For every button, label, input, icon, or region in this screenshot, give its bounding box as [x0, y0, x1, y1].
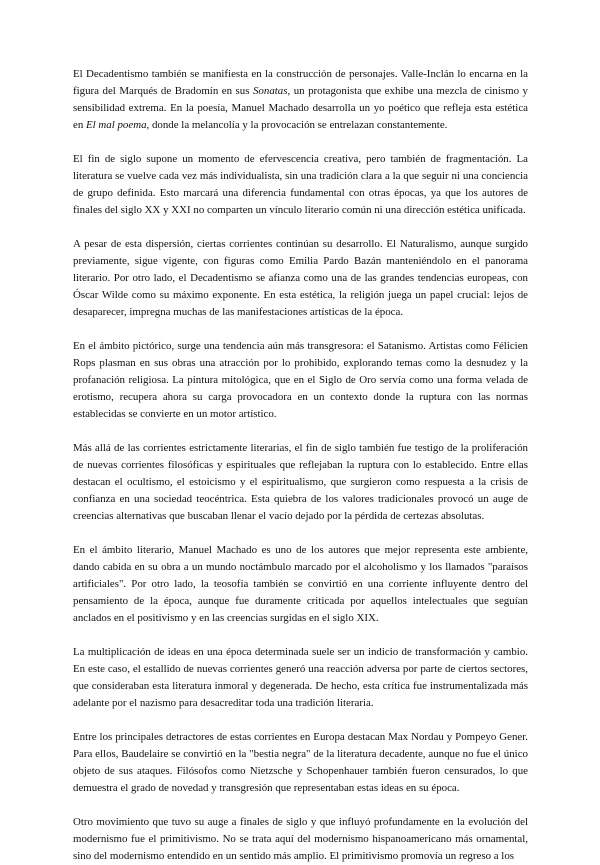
paragraph-bradomin: [73, 66, 528, 134]
paragraph-fin-de-siglo: El fin de siglo supone un momento de efervescencia creativa, pero también de fragmentación. La literatura se vuelve cada vez más individualista, sin una tradición clara a la que seguir ni una conciencia de grupo definida. Esto marcará una diferencia fundamental con otras épocas, ya que los autores de finales del siglo XX y XXI no comparten un vínculo literario común ni una dirección estética unificada.: [73, 153, 528, 216]
paragraph-primitivismo: Otro movimiento que tuvo su auge a finales de siglo y que influyó profundamente en la evolución del modernismo fue el primitivismo. No se trata aquí del modernismo hispanoamericano más ornamental, sino del modernismo entendido en un sentido más amplio. El primitivismo promovía un regreso a los: [73, 816, 528, 862]
paragraph-detractores: Entre los principales detractores de estas corrientes en Europa destacan Max Nordau y Pompeyo Gener. Para ellos, Baudelaire se convirtió en la "bestia negra" de la literatura decadente, aunque no fue el único objeto de sus ataques. Filósofos como Nietzsche y Schopenhauer también fueron censurados, lo que demuestra el grado de novedad y transgresión que representaban estas ideas en su época.: [73, 731, 528, 794]
paragraph-satanismo: En el ámbito pictórico, surge una tendencia aún más transgresora: el Satanismo. Artistas como Félicien Rops plasman en sus obras una atracción por lo prohibido, explorando temas como la desnudez y la profanación religiosa. La pintura mitológica, que en el Siglo de Oro servía como una forma velada de erotismo, recupera ahora su carga provocadora en un contexto donde la ruptura con las normas establecidas se convierte en un motor artístico.: [73, 340, 528, 420]
paragraph-multiplicacion-ideas: La multiplicación de ideas en una época determinada suele ser un indicio de transformación y cambio. En este caso, el estallido de nuevas corrientes generó una reacción adversa por parte de ciertos sectores, que consideraban esta literatura inmoral y degenerada. De hecho, esta crítica fue instrumentalizada más adelante por el nazismo para desacreditar toda una tradición literaria.: [73, 646, 528, 709]
work-title-sonatas: Sonatas: [252, 85, 288, 97]
paragraph-text: El Decadentismo también se manifiesta en la construcción de personajes. Valle-Inclán lo encarna en la figura del Marqués de Bradomín en sus: [73, 68, 528, 97]
paragraph-corrientes-filosoficas: Más allá de las corrientes estrictamente literarias, el fin de siglo también fue testigo de la proliferación de nuevas corrientes filosóficas y espirituales que reflejaban la ruptura con lo establecido. Entre ellas destacan el ocultismo, el estoicismo y el espiritualismo, que surgieron como respuesta a la crisis de confianza en una sociedad teocéntrica. Esta quiebra de los valores tradicionales provocó un auge de creencias alternativas que buscaban llenar el vacío dejado por la pérdida de certezas absolutas.: [73, 442, 528, 522]
document-page: [73, 66, 528, 865]
paragraph-naturalismo: A pesar de esta dispersión, ciertas corrientes continúan su desarrollo. El Naturalismo, aunque surgido previamente, sigue vigente, con figuras como Emilia Pardo Bazán manteniéndolo en el panorama literario. Por otro lado, el Decadentismo se afianza como una de las grandes tendencias europeas, con Óscar Wilde como su máximo exponente. En esta estética, la religión juega un papel crucial: lejos de desaparecer, impregna muchas de las manifestaciones artísticas de la época.: [73, 238, 528, 318]
paragraph-text: , donde la melancolía y la provocación se entrelazan constantemente.: [146, 119, 448, 131]
work-title-el-mal-poema: El mal poema: [86, 119, 147, 131]
paragraph-text: , un protagonista que exhibe una mezcla de cinismo y sensibilidad extrema. En la poesía, Manuel Machado desarrolla un yo poético que refleja esta estética en: [73, 85, 528, 131]
paragraph-manuel-machado: En el ámbito literario, Manuel Machado es uno de los autores que mejor representa este ambiente, dando cabida en su obra a un mundo noctámbulo marcado por el alcoholismo y los llamados "paraísos artificiales". Por otro lado, la teosofía también se convirtió en una corriente influyente dentro del pensamiento de la época, aunque fue duramente criticada por aquellos intelectuales que seguían anclados en el positivismo y en las creencias surgidas en el siglo XIX.: [73, 544, 528, 624]
